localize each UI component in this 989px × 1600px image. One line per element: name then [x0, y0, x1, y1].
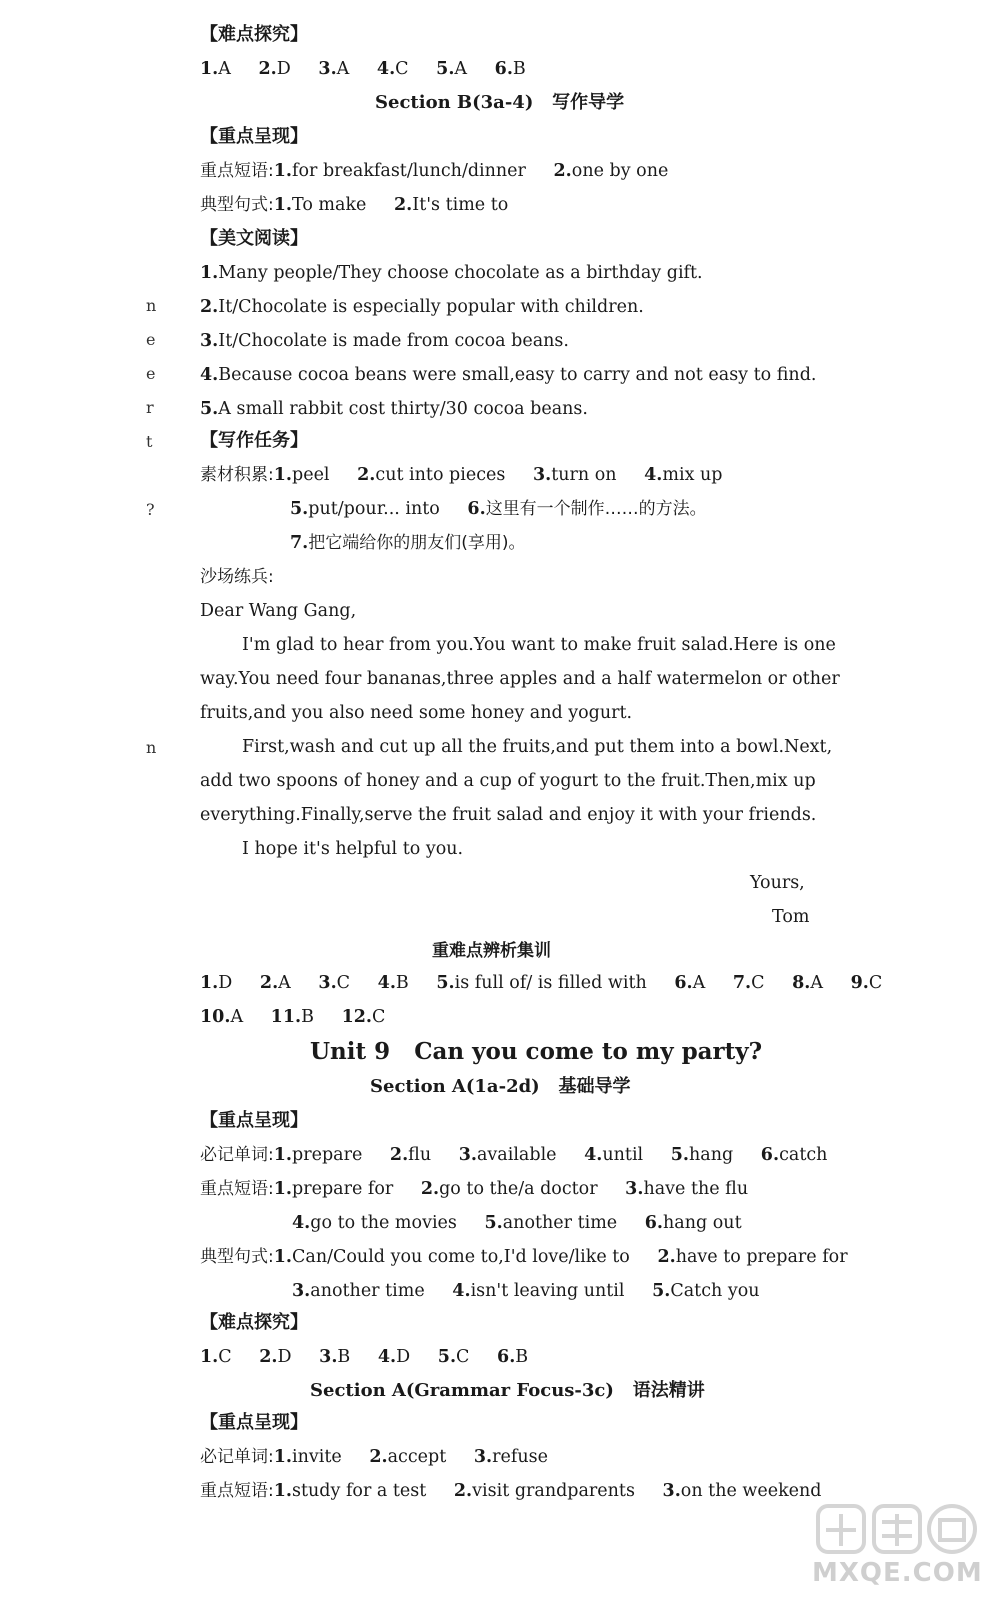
letter-line: everything.Finally,serve the fruit salad and enjoy it with your friends.: [200, 805, 817, 825]
site-watermark: [812, 1500, 982, 1596]
watermark-logo-icon: [812, 1500, 982, 1560]
practice-label: 沙场练兵:: [200, 567, 274, 587]
section-title: Section B(3a-4) 写作导学: [375, 92, 625, 113]
letter-greeting: Dear Wang Gang,: [200, 601, 357, 621]
phrases-row: 重点短语:1.prepare for 2.go to the/a doctor 3.have the flu: [200, 1179, 749, 1199]
sentences-row: 典型句式:1.Can/Could you come to,I'd love/like to 2.have to prepare for: [200, 1247, 848, 1267]
category-heading: 【难点探究】: [200, 1312, 308, 1333]
category-heading: 【重点呈现】: [200, 1110, 308, 1131]
section-title: Section A(1a-2d) 基础导学: [370, 1076, 631, 1097]
margin-letter: n: [146, 738, 157, 757]
reading-answer: 5.A small rabbit cost thirty/30 cocoa beans.: [200, 399, 588, 419]
phrases-row: 4.go to the movies 5.another time 6.hang out: [292, 1213, 742, 1233]
margin-letter: ?: [146, 500, 155, 519]
reading-answer: 2.It/Chocolate is especially popular with children.: [200, 297, 644, 317]
margin-letter: e: [146, 364, 156, 383]
unit-title: Unit 9 Can you come to my party?: [310, 1038, 763, 1065]
category-heading: 【难点探究】: [200, 24, 308, 45]
category-heading: 【重点呈现】: [200, 1412, 308, 1433]
letter-line: fruits,and you also need some honey and yogurt.: [200, 703, 633, 723]
reading-answer: 1.Many people/They choose chocolate as a birthday gift.: [200, 263, 703, 283]
material-row: 7.把它端给你的朋友们(享用)。: [290, 533, 526, 553]
answer-row: 1.D 2.A 3.C 4.B 5.is full of/ is filled with 6.A 7.C 8.A 9.C: [200, 973, 883, 993]
margin-letter: n: [146, 296, 157, 315]
section-title: Section A(Grammar Focus-3c) 语法精讲: [310, 1380, 705, 1401]
answer-row: 1.A 2.D 3.A 4.C 5.A 6.B: [200, 59, 526, 79]
letter-closing: Yours,: [750, 873, 805, 893]
category-heading: 【写作任务】: [200, 430, 308, 451]
reading-answer: 3.It/Chocolate is made from cocoa beans.: [200, 331, 569, 351]
material-row: 素材积累:1.peel 2.cut into pieces 3.turn on 4.mix up: [200, 465, 723, 485]
reading-answer: 4.Because cocoa beans were small,easy to carry and not easy to find.: [200, 365, 817, 385]
letter-line: add two spoons of honey and a cup of yogurt to the fruit.Then,mix up: [200, 771, 816, 791]
words-row: 必记单词:1.invite 2.accept 3.refuse: [200, 1447, 548, 1467]
review-title: 重难点辨析集训: [432, 941, 551, 961]
answer-row: 1.C 2.D 3.B 4.D 5.C 6.B: [200, 1347, 529, 1367]
material-row: 5.put/pour... into 6.这里有一个制作……的方法。: [290, 499, 707, 519]
margin-letter: t: [146, 432, 153, 451]
key-phrases-row: 重点短语:1.for breakfast/lunch/dinner 2.one by one: [200, 161, 669, 181]
watermark-text: MXQE.COM: [812, 1558, 983, 1588]
letter-signature: Tom: [772, 907, 810, 927]
letter-line: First,wash and cut up all the fruits,and put them into a bowl.Next,: [242, 737, 833, 757]
letter-line: I'm glad to hear from you.You want to make fruit salad.Here is one: [242, 635, 836, 655]
category-heading: 【美文阅读】: [200, 228, 308, 249]
letter-line: way.You need four bananas,three apples and a half watermelon or other: [200, 669, 840, 689]
margin-letter: e: [146, 330, 156, 349]
words-row: 必记单词:1.prepare 2.flu 3.available 4.until 5.hang 6.catch: [200, 1145, 828, 1165]
phrases-row: 重点短语:1.study for a test 2.visit grandparents 3.on the weekend: [200, 1481, 822, 1501]
category-heading: 【重点呈现】: [200, 126, 308, 147]
sentences-row: 3.another time 4.isn't leaving until 5.Catch you: [292, 1281, 760, 1301]
answer-row: 10.A 11.B 12.C: [200, 1007, 386, 1027]
letter-line: I hope it's helpful to you.: [242, 839, 464, 859]
margin-letter: r: [146, 398, 154, 417]
key-sentences-row: 典型句式:1.To make 2.It's time to: [200, 195, 509, 215]
